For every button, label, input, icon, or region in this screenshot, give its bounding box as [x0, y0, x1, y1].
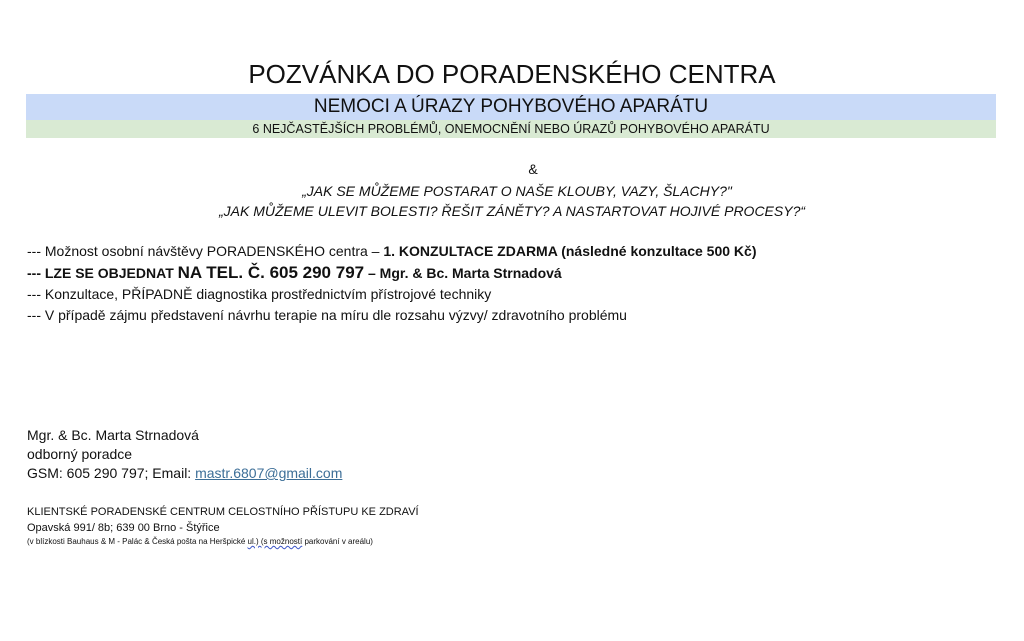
center-location-note [27, 536, 419, 548]
contact-phone-email [27, 464, 342, 483]
phone-number-text: NA TEL. Č. 605 290 797 [177, 263, 365, 282]
spellcheck-marked-text: ul.) (s možností [247, 537, 303, 546]
list-item: --- V případě zájmu představení návrhu terapie na míru dle rozsahu výzvy/ zdravotního problému [27, 307, 627, 323]
email-link[interactable]: mastr.6807@gmail.com [195, 465, 343, 481]
list-item: --- Konzultace, PŘÍPADNĚ diagnostika prostřednictvím přístrojové techniky [27, 286, 492, 302]
list-item [27, 262, 757, 284]
consultant-name-text: – Mgr. & Bc. Marta Strnadová [364, 265, 562, 281]
ampersand-line: & [528, 161, 538, 177]
list-item [27, 241, 757, 262]
question-line-2: „JAK MŮŽEME ULEVIT BOLESTI? ŘEŠIT ZÁNĚTY? A NASTARTOVAT HOJIVÉ PROCESY?“ [218, 203, 806, 219]
contact-name: Mgr. & Bc. Marta Strnadová [27, 427, 199, 443]
subsubtitle-band: 6 NEJČASTĚJŠÍCH PROBLÉMŮ, ONEMOCNĚNÍ NEBO ÚRAZŮ POHYBOVÉHO APARÁTU [26, 120, 996, 138]
free-consultation-text: 1. KONZULTACE ZDARMA (následné konzultace 500 Kč) [383, 243, 757, 259]
list-item-text: --- Možnost osobní návštěvy PORADENSKÉHO centra – [27, 243, 384, 259]
order-text: --- LZE SE OBJEDNAT [27, 265, 178, 281]
parking-note-text: parkování v areálu) [302, 537, 373, 546]
center-info-block [27, 504, 419, 548]
contact-phone: GSM: 605 290 797; Email: [27, 465, 196, 481]
center-name: KLIENTSKÉ PORADENSKÉ CENTRUM CELOSTNÍHO PŘÍSTUPU KE ZDRAVÍ [27, 506, 419, 518]
contact-role: odborný poradce [27, 446, 133, 462]
center-address: Opavská 991/ 8b; 639 00 Brno - Štýřice [27, 522, 220, 534]
page-title: POZVÁNKA DO PORADENSKÉHO CENTRA [248, 59, 776, 89]
location-note-text: (v blízkosti Bauhaus & M - Palác & Česká pošta na Heršpické [27, 537, 248, 546]
subtitle-band: NEMOCI A ÚRAZY POHYBOVÉHO APARÁTU [26, 94, 996, 120]
contact-block [27, 426, 342, 483]
question-line-1: „JAK SE MŮŽEME POSTARAT O NAŠE KLOUBY, VAZY, ŠLACHY?" [302, 183, 732, 199]
offer-list [27, 241, 757, 326]
